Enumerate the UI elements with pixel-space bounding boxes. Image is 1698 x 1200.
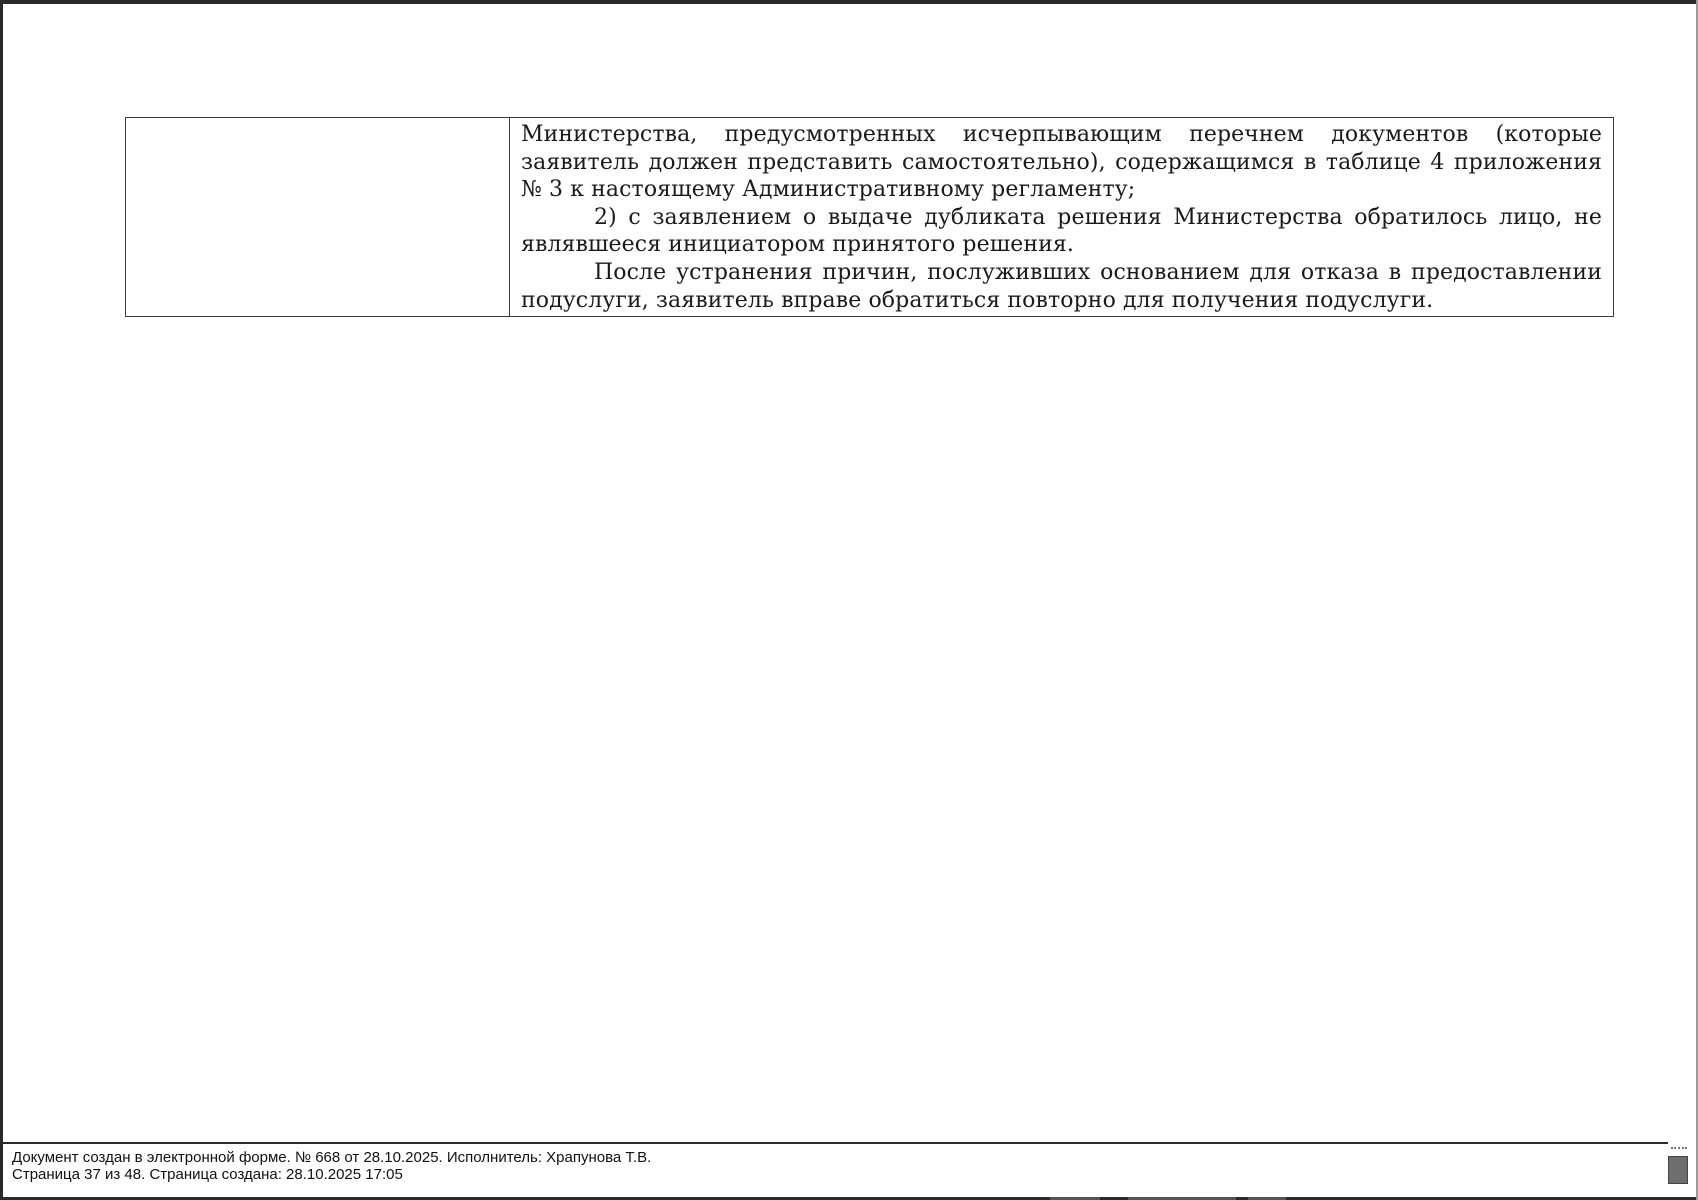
- scan-artifact-dots: [1671, 1147, 1687, 1154]
- table-cell-left-empty: [126, 118, 510, 317]
- paragraph-item-2: 2) с заявлением о выдаче дубликата решения Министерства обратилось лицо, не являвшееся инициатором принятого решения.: [521, 204, 1602, 258]
- document-footer: [12, 1149, 651, 1183]
- scan-artifact-mark: [1668, 1156, 1688, 1184]
- table-cell-right: [510, 118, 1614, 317]
- paragraph-after-elimination: После устранения причин, послуживших основанием для отказа в предоставлении подуслуги, заявитель вправе обратиться повторно для получения подуслуги.: [521, 259, 1602, 313]
- cell-text: [510, 118, 1613, 316]
- content-table: [125, 117, 1614, 317]
- table-row: [126, 118, 1614, 317]
- paragraph-continuation: Министерства, предусмотренных исчерпывающим перечнем документов (которые заявитель должен представить самостоятельно), содержащимся в таблице 4 приложения № 3 к настоящему Административному регламенту;: [521, 122, 1602, 203]
- footer-line-document-info: Документ создан в электронной форме. № 668 от 28.10.2025. Исполнитель: Храпунова Т.В.: [12, 1149, 652, 1166]
- footer-rule: [3, 1142, 1668, 1144]
- footer-line-page-info: Страница 37 из 48. Страница создана: 28.10.2025 17:05: [12, 1166, 403, 1183]
